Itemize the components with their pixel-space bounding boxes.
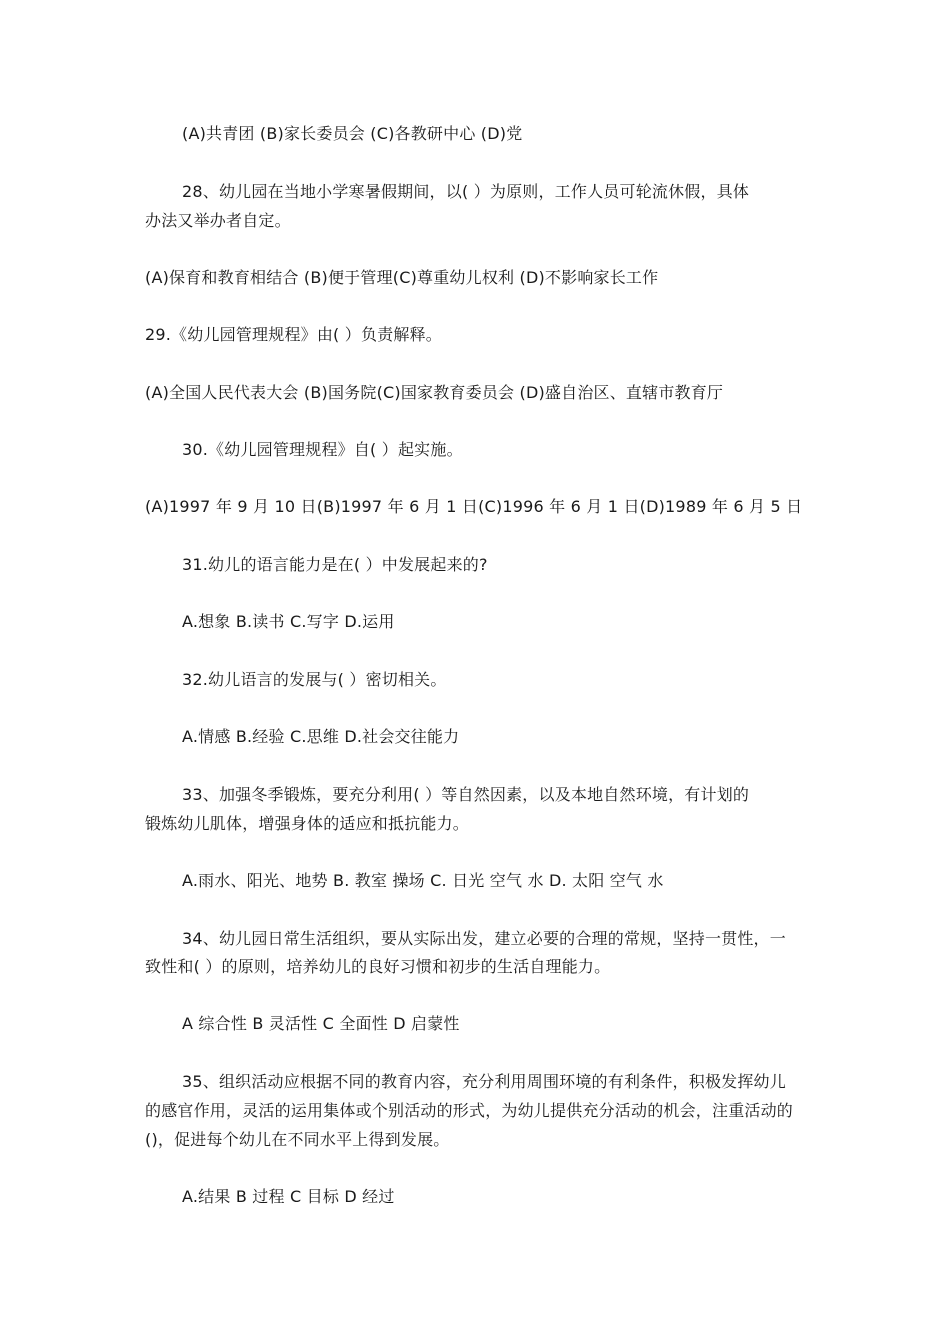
q28-text-cont: 办法又举办者自定。	[145, 211, 291, 230]
q28-text: 28、幼儿园在当地小学寒暑假期间，以( ）为原则，工作人员可轮流休假，具体	[182, 182, 750, 201]
q34-text: 34、幼儿园日常生活组织，要从实际出发，建立必要的合理的常规，坚持一贯性，一	[182, 929, 786, 948]
q28-options: (A)保育和教育相结合 (B)便于管理(C)尊重幼儿权利 (D)不影响家长工作	[145, 268, 659, 287]
q33-text: 33、加强冬季锻炼，要充分利用( ）等自然因素，以及本地自然环境，有计划的	[182, 785, 750, 804]
q33-text-cont: 锻炼幼儿肌体，增强身体的适应和抵抗能力。	[145, 814, 470, 833]
q32-text: 32.幼儿语言的发展与( ）密切相关。	[182, 670, 447, 689]
q31-text: 31.幼儿的语言能力是在( ）中发展起来的?	[182, 555, 488, 574]
q34-text-cont: 致性和( ）的原则，培养幼儿的良好习惯和初步的生活自理能力。	[145, 957, 611, 976]
q34-options: A 综合性 B 灵活性 C 全面性 D 启蒙性	[182, 1014, 460, 1033]
q31-options: A.想象 B.读书 C.写字 D.运用	[182, 612, 395, 631]
q33-options: A.雨水、阳光、地势 B. 教室 操场 C. 日光 空气 水 D. 太阳 空气 水	[182, 871, 664, 890]
q35-text-cont2: ()，促进每个幼儿在不同水平上得到发展。	[145, 1130, 450, 1149]
q35-text: 35、组织活动应根据不同的教育内容，充分利用周围环境的有利条件，积极发挥幼儿	[182, 1072, 786, 1091]
q35-text-cont: 的感官作用，灵活的运用集体或个别活动的形式，为幼儿提供充分活动的机会，注重活动的	[145, 1101, 794, 1120]
q32-options: A.情感 B.经验 C.思维 D.社会交往能力	[182, 727, 460, 746]
q27-options: (A)共青团 (B)家长委员会 (C)各教研中心 (D)党	[182, 124, 523, 143]
q35-options: A.结果 B 过程 C 目标 D 经过	[182, 1187, 395, 1206]
q30-options: (A)1997 年 9 月 10 日(B)1997 年 6 月 1 日(C)1996 年 6 月 1 日(D)1989 年 6 月 5 日	[145, 497, 803, 516]
q29-options: (A)全国人民代表大会 (B)国务院(C)国家教育委员会 (D)盛自治区、直辖市教育厅	[145, 383, 724, 402]
q30-text: 30.《幼儿园管理规程》自( ）起实施。	[182, 440, 463, 459]
q29-text: 29.《幼儿园管理规程》由( ）负责解释。	[145, 325, 442, 344]
